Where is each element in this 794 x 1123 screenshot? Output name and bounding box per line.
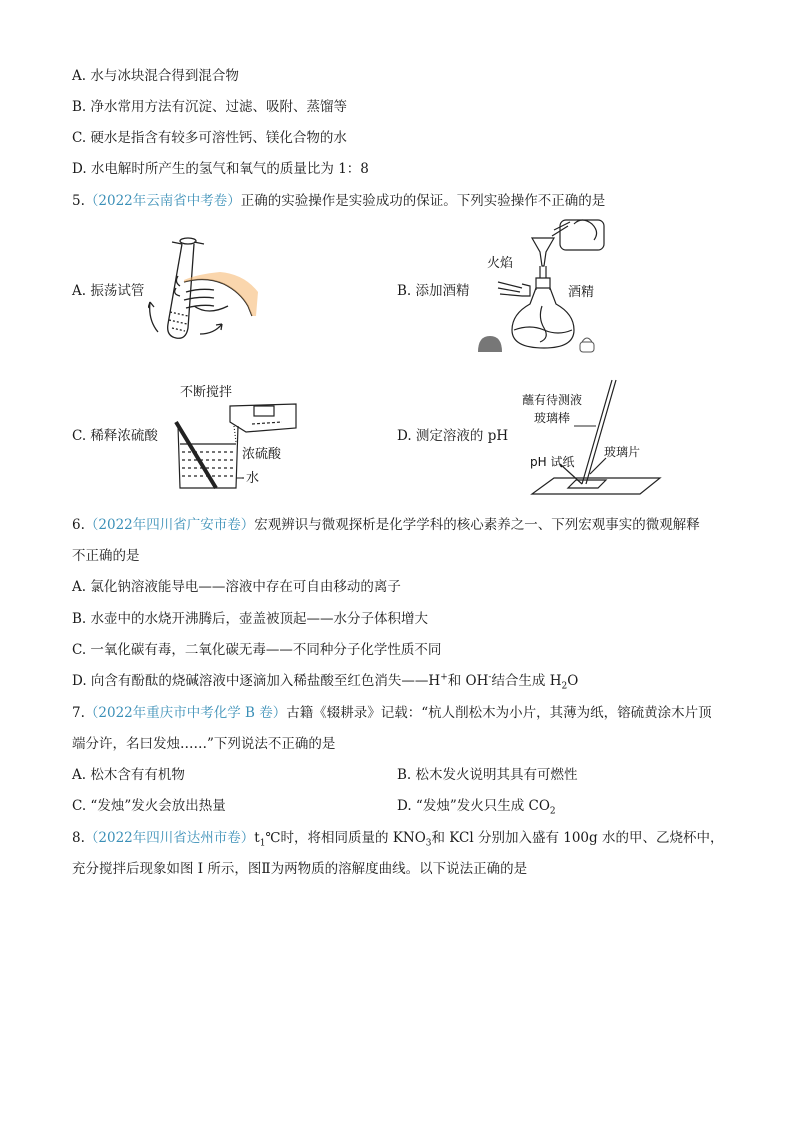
q7-stem-line2: 端分许，名曰发烛……”下列说法不正确的是 [72,736,336,752]
q5-number: 5. [72,193,85,209]
fig-d-slide-label: 玻璃片 [604,445,641,459]
q6-source: （2022年四川省广安市卷） [84,517,255,533]
fig-d-rod-label: 玻璃棒 [534,411,571,425]
q4-option-a: A. 水与冰块混合得到混合物 [72,68,239,84]
q5-source: （2022年云南省中考卷） [84,193,241,209]
q6-d-text-2: 和 OH [447,673,489,689]
q6-d-text-4: O [567,673,579,689]
q7-stem-text: 古籍《辍耕录》记载：“杭人削松木为小片，其薄为纸，镕硫黄涂木片顶 [286,705,712,721]
q6-number: 6. [72,517,85,533]
q5-option-a: A. 振荡试管 [72,283,145,299]
q6-stem-line2: 不正确的是 [72,548,140,564]
q6-d-sup-h: + [440,672,448,683]
q6-d-text-1: D. 向含有酚酞的烧碱溶液中逐滴加入稀盐酸至红色消失——H [72,673,441,689]
q4-option-c: C. 硬水是指含有较多可溶性钙、镁化合物的水 [72,130,347,146]
q7-option-a: A. 松木含有有机物 [72,767,185,783]
fig-c-stir-label: 不断搅拌 [180,385,233,400]
q7-number: 7. [72,705,85,721]
figure-measure-ph [520,378,670,500]
fig-b-flame-label: 火焰 [487,256,514,271]
q8-source: （2022年四川省达州市卷） [84,830,255,846]
q7-d-text: D. “发烛”发火只生成 CO [397,798,550,814]
fig-b-alcohol-label: 酒精 [568,285,595,300]
q8-stem [72,829,723,847]
q5-stem-text: 正确的实验操作是实验成功的保证。下列实验操作不正确的是 [240,193,606,209]
q5-stem [72,192,605,210]
q8-kno3-sub: 3 [425,838,432,849]
q8-number: 8. [72,830,85,846]
q7-stem [72,704,712,722]
q6-stem [72,516,700,534]
q6-option-d [72,672,578,690]
figure-dilute-acid [170,382,310,494]
q6-d-sub-2: 2 [561,681,568,692]
q7-source: （2022年重庆市中考化学 B 卷） [84,705,287,721]
q6-d-sup-oh: - [488,672,492,683]
q4-option-d: D. 水电解时所产生的氢气和氧气的质量比为 1：8 [72,161,369,177]
fig-d-paper-label: pH 试纸 [530,455,575,469]
q6-option-a: A. 氯化钠溶液能导电——溶液中存在可自由移动的离子 [72,579,401,595]
q5-option-c: C. 稀释浓硫酸 [72,428,158,444]
q7-option-b: B. 松木发火说明其具有可燃性 [397,767,578,783]
q5-option-d: D. 测定溶液的 pH [397,428,509,444]
q6-stem-text: 宏观辨识与微观探析是化学学科的核心素养之一、下列宏观事实的微观解释 [254,517,700,533]
q4-option-b: B. 净水常用方法有沉淀、过滤、吸附、蒸馏等 [72,99,348,115]
q7-d-sub-2: 2 [549,806,556,817]
q8-temp-sub: 1 [259,838,266,849]
figure-add-alcohol [470,218,620,358]
figure-shake-test-tube [148,232,260,348]
q7-option-d [397,797,556,815]
q6-d-text-3: 结合生成 H [491,673,562,689]
q6-option-c: C. 一氧化碳有毒，二氧化碳无毒——不同种分子化学性质不同 [72,642,442,658]
fig-c-water-label: 水 [246,471,260,486]
q7-option-c: C. “发烛”发火会放出热量 [72,798,226,814]
q8-stem-line2: 充分搅拌后现象如图 I 所示，图Ⅱ为两物质的溶解度曲线。以下说法正确的是 [72,861,528,877]
q8-text-2: 和 KCl 分别加入盛有 100g 水的甲、乙烧杯中， [431,830,724,846]
q6-option-b: B. 水壶中的水烧开沸腾后，壶盖被顶起——水分子体积增大 [72,611,429,627]
q8-text-1: ℃时，将相同质量的 KNO [265,830,426,846]
q8-temp-t: t [254,830,260,846]
fig-d-dip-label: 蘸有待测液 [522,393,583,407]
fig-c-acid-label: 浓硫酸 [242,447,282,462]
q5-option-b: B. 添加酒精 [397,283,470,299]
